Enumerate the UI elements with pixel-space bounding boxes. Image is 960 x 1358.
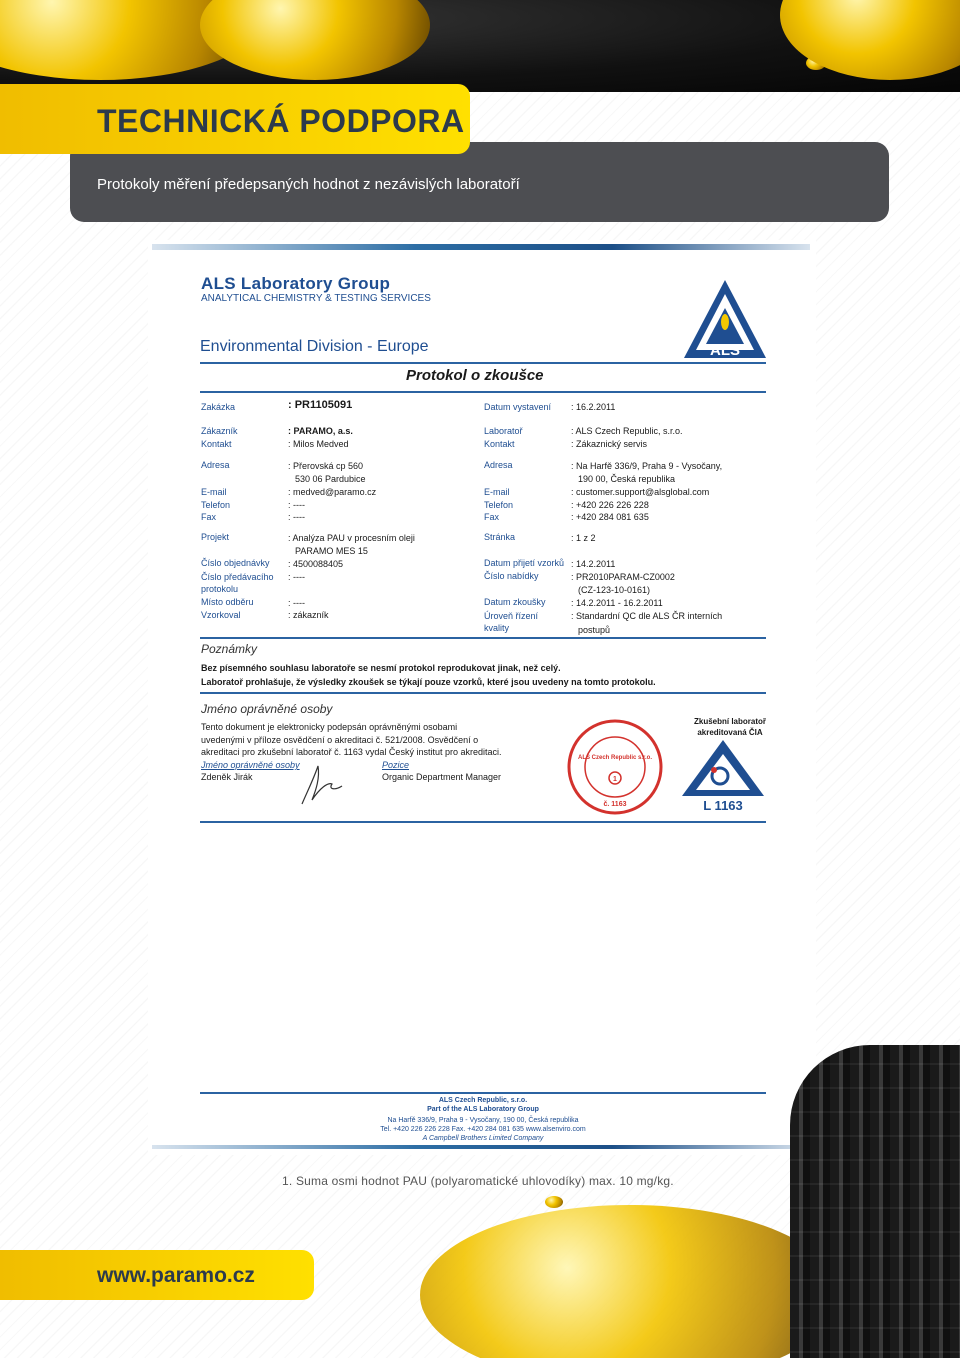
footer-campbell: A Campbell Brothers Limited Company — [422, 1135, 544, 1142]
cia-caption-line: akreditovaná ČIA — [697, 728, 763, 737]
field-value: : Standardní QC dle ALS ČR interních — [571, 611, 723, 621]
footer-part: Part of the ALS Laboratory Group — [427, 1106, 539, 1113]
field-value: 530 06 Pardubice — [295, 474, 366, 484]
signature-text: Tento dokument je elektronicky podepsán oprávněnými osobami — [201, 722, 458, 732]
field-value: : 16.2.2011 — [571, 402, 616, 412]
footer-contact: Tel. +420 226 226 228 Fax. +420 284 081 635 www.alsenviro.com — [380, 1126, 586, 1133]
doc-title: Protokol o zkoušce — [406, 367, 544, 384]
website-link[interactable]: www.paramo.cz — [97, 1264, 255, 1287]
field-label: Stránka — [484, 532, 516, 542]
als-logo-icon — [682, 278, 768, 360]
field-value: : Analýza PAU v procesním oleji — [288, 533, 415, 543]
signature-text: akreditaci pro zkušební laboratoř č. 1163 vydal Český institut pro akreditaci. — [201, 747, 502, 757]
field-label: Fax — [484, 512, 500, 522]
field-label: Telefon — [201, 500, 231, 510]
field-label: Laboratoř — [484, 426, 523, 436]
field-label: Číslo předávacího — [201, 572, 274, 582]
section-heading: Poznámky — [201, 642, 258, 656]
als-tagline: ANALYTICAL CHEMISTRY & TESTING SERVICES — [201, 293, 431, 304]
field-label: E-mail — [484, 487, 510, 497]
divider — [200, 637, 766, 639]
field-value: : +420 284 081 635 — [571, 512, 649, 522]
field-label: Adresa — [484, 460, 513, 470]
lab-certificate — [148, 240, 816, 1155]
section-heading: Jméno oprávněné osoby — [201, 702, 333, 716]
field-label: Projekt — [201, 532, 230, 542]
field-label: Pozice — [382, 760, 410, 770]
field-label: Úroveň řízení — [484, 611, 539, 621]
divider — [200, 692, 766, 694]
gold-oil-drop — [545, 1196, 563, 1208]
field-value: : 14.2.2011 - 16.2.2011 — [571, 598, 663, 608]
note-line: Bez písemného souhlasu laboratoře se nesmí protokol reprodukovat jinak, než celý. — [201, 663, 561, 673]
field-value: : Zákaznický servis — [571, 439, 648, 449]
field-value: : PARAMO, a.s. — [288, 426, 353, 436]
field-value: PARAMO MES 15 — [295, 546, 368, 556]
field-value: 190 00, Česká republika — [578, 474, 676, 484]
field-value: : ---- — [288, 598, 305, 608]
signature-text: uvedenými v příloze osvědčení o akreditaci č. 521/2008. Osvědčení o — [201, 735, 479, 745]
field-label: Datum vystavení — [484, 402, 552, 412]
field-label: Adresa — [201, 460, 230, 470]
field-value: (CZ-123-10-0161) — [578, 585, 651, 595]
top-decorative-band — [0, 0, 960, 92]
field-label: Telefon — [484, 500, 514, 510]
note-line: Laboratoř prohlašuje, že výsledky zkoušek se týkají pouze vzorků, které jsou uvedeny na tomto protokolu. — [201, 677, 656, 687]
field-value: : Na Harfě 336/9, Praha 9 - Vysočany, — [571, 461, 723, 471]
divider — [200, 391, 766, 393]
person-name: Zdeněk Jirák — [201, 772, 253, 782]
divider — [200, 362, 766, 364]
cia-caption-line: Zkušební laboratoř — [693, 717, 766, 726]
field-value: : +420 226 226 228 — [571, 500, 649, 510]
stamp-number: 1 — [613, 776, 617, 783]
footnote: 1. Suma osmi hodnot PAU (polyaromatické uhlovodíky) max. 10 mg/kg. — [282, 1174, 674, 1188]
field-value: : ALS Czech Republic, s.r.o. — [571, 426, 683, 436]
field-label: Zakázka — [201, 402, 236, 412]
field-label: Zákazník — [201, 426, 238, 436]
field-value: : customer.support@alsglobal.com — [571, 487, 710, 497]
page-subtitle: Protokoly měření předepsaných hodnot z nezávislých laboratoří — [97, 176, 520, 193]
field-value: : 14.2.2011 — [571, 559, 616, 569]
field-label: E-mail — [201, 487, 227, 497]
footer-address: Na Harfě 336/9, Praha 9 - Vysočany, 190 00, Česká republika — [387, 1117, 579, 1124]
field-label: Číslo nabídky — [484, 571, 539, 581]
field-value: : PR2010PARAM-CZ0002 — [571, 572, 675, 582]
field-value: : ---- — [288, 512, 305, 522]
gold-oil-splash — [780, 0, 960, 80]
field-label: Kontakt — [201, 439, 232, 449]
field-value: : 4500088405 — [288, 559, 344, 569]
divider — [200, 821, 766, 823]
field-value: : Milos Medved — [288, 439, 349, 449]
field-value: : ---- — [288, 572, 305, 582]
field-label: Datum zkoušky — [484, 597, 546, 607]
doc-top-line — [152, 244, 810, 250]
person-position: Organic Department Manager — [382, 772, 502, 782]
cia-number: L 1163 — [703, 798, 743, 813]
doc-bottom-line — [152, 1145, 810, 1149]
als-org-name: ALS Laboratory Group — [201, 274, 391, 293]
footer-divider — [200, 1092, 766, 1094]
field-label: protokolu — [201, 584, 239, 594]
cia-caption — [682, 716, 778, 738]
gold-oil-splash — [200, 0, 430, 80]
als-logo-text: ALS — [710, 342, 740, 359]
als-division: Environmental Division - Europe — [200, 338, 429, 355]
field-value: : medved@paramo.cz — [288, 487, 377, 497]
field-value: : ---- — [288, 500, 305, 510]
field-value: postupů — [578, 625, 611, 635]
tire-image — [790, 1045, 960, 1358]
field-value: : Přerovská cp 560 — [288, 461, 364, 471]
field-label: Vzorkoval — [201, 610, 241, 620]
stamp-text: ALS Czech Republic s.r.o. — [577, 755, 653, 761]
page-title: TECHNICKÁ PODPORA — [97, 103, 465, 139]
field-label: Fax — [201, 512, 217, 522]
signature-icon — [298, 760, 348, 808]
field-label: kvality — [484, 623, 510, 633]
accreditation-stamp-icon — [566, 718, 664, 816]
stamp-bottom: č. 1163 — [603, 801, 627, 808]
field-label: Číslo objednávky — [201, 558, 270, 568]
gold-oil-splash — [420, 1205, 840, 1358]
cia-accreditation-logo-icon — [680, 738, 766, 814]
field-label: Místo odběru — [201, 597, 254, 607]
field-label: Jméno oprávněné osoby — [201, 760, 300, 770]
footer-company: ALS Czech Republic, s.r.o. — [438, 1097, 528, 1104]
field-label: Kontakt — [484, 439, 515, 449]
field-value: : 1 z 2 — [571, 533, 596, 543]
field-value: : PR1105091 — [288, 399, 353, 411]
field-label: Datum přijetí vzorků — [484, 558, 565, 568]
field-value: : zákazník — [288, 610, 329, 620]
